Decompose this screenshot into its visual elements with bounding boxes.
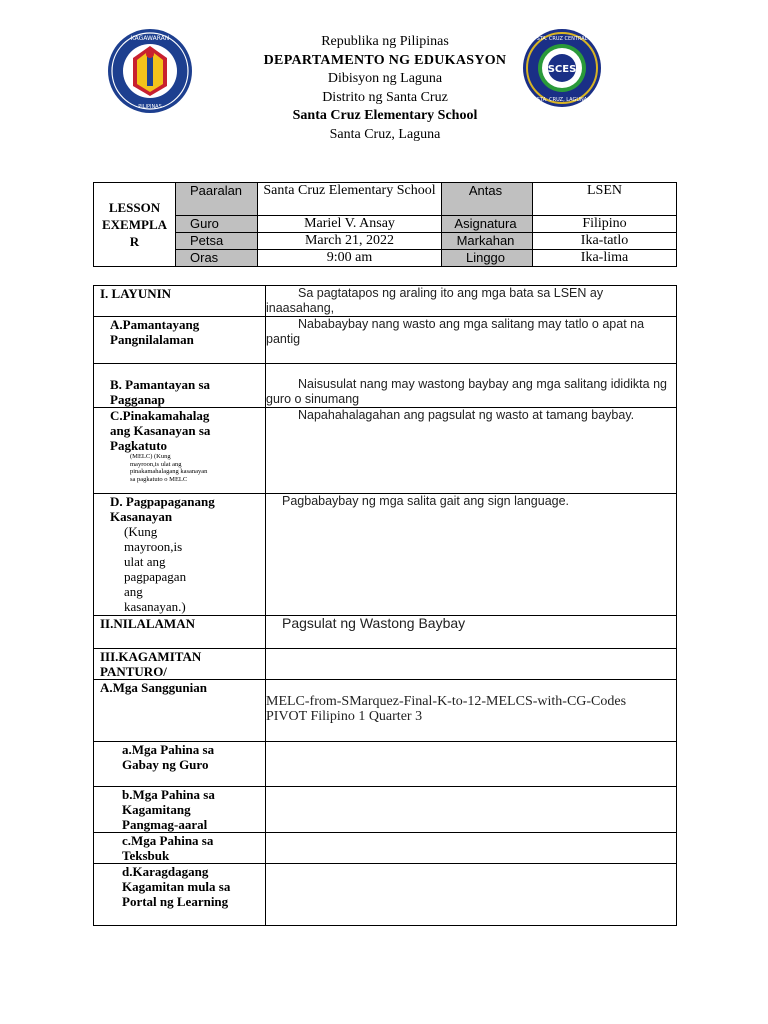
nilalaman-cell	[266, 616, 677, 649]
pagpapaganang-cell-right	[266, 494, 677, 616]
republic-line: Republika ng Pilipinas	[321, 34, 449, 49]
petsa-value: March 21, 2022	[258, 233, 442, 250]
pahina-kagamitang-label: b.Mga Pahina sa Kagamitang Pangmag-aaral	[94, 787, 266, 833]
svg-text:PILIPINAS: PILIPINAS	[138, 104, 162, 110]
nilalaman-label: II.NILALAMAN	[94, 616, 266, 649]
pinakamahalag-text: Napahahalagahan ang pagsulat ng wasto at tamang baybay.	[298, 408, 635, 422]
asignatura-label: Asignatura	[442, 216, 533, 233]
pagganap-cell	[266, 364, 677, 408]
department-line: DEPARTAMENTO NG EDUKASYON	[263, 52, 507, 68]
lesson-plan-table	[93, 285, 677, 926]
kagamitan-cell	[266, 649, 677, 680]
layunin-label: I. LAYUNIN	[94, 286, 266, 317]
karagdagang-cell	[266, 864, 677, 926]
school-line: Santa Cruz Elementary School	[292, 108, 478, 123]
svg-text:SCES: SCES	[547, 64, 577, 75]
letterhead	[200, 33, 570, 144]
pagpapaganang-label: D. Pagpapaganang Kasanayan	[110, 494, 215, 524]
guro-value: Mariel V. Ansay	[258, 216, 442, 233]
pahina-teksbuk-cell	[266, 833, 677, 864]
pahina-kagamitang-cell	[266, 787, 677, 833]
karagdagang-label: d.Karagdagang Kagamitan mula sa Portal ng Learning	[94, 864, 266, 926]
pahina-gabay-label: a.Mga Pahina sa Gabay ng Guro	[94, 742, 266, 787]
pahina-teksbuk-label: c.Mga Pahina sa Teksbuk	[94, 833, 266, 864]
asignatura-value: Filipino	[533, 216, 677, 233]
pahina-gabay-cell	[266, 742, 677, 787]
location-line: Santa Cruz, Laguna	[329, 126, 441, 142]
paaralan-value: Santa Cruz Elementary School	[258, 183, 442, 216]
svg-text:STA. CRUZ CENTRAL: STA. CRUZ CENTRAL	[536, 36, 588, 42]
sanggunian-cell	[266, 680, 677, 742]
pagpapaganang-note: (Kung mayroon,is ulat ang pagpapagan ang kasanayan.)	[124, 524, 187, 614]
antas-value: LSEN	[533, 183, 677, 216]
melc-note-3: pinakamahalagang kasanayan	[130, 468, 208, 475]
layunin-text: Sa pagtatapos ng araling ito ang mga bata sa LSEN ay inaasahang,	[266, 286, 604, 315]
pamantayang-text: Nababaybay nang wasto ang mga salitang may tatlo o apat na pantig	[266, 317, 645, 346]
pagpapaganang-text: Pagbabaybay ng mga salita gait ang sign language.	[282, 494, 570, 508]
antas-label: Antas	[442, 183, 533, 216]
pagpapaganang-cell	[94, 494, 266, 616]
lesson-exemplar-label: LESSON EXEMPLA R	[94, 183, 176, 267]
kagamitan-label: III.KAGAMITAN PANTURO/	[94, 649, 266, 680]
oras-label: Oras	[176, 250, 258, 267]
markahan-label: Markahan	[442, 233, 533, 250]
nilalaman-text: Pagsulat ng Wastong Baybay	[282, 615, 466, 631]
division-line: Dibisyon ng Laguna	[327, 71, 443, 86]
sanggunian-label: A.Mga Sanggunian	[94, 680, 266, 742]
paaralan-label: Paaralan	[176, 183, 258, 216]
sanggunian-line-1: MELC-from-SMarquez-Final-K-to-12-MELCS-with-CG-Codes	[266, 694, 627, 709]
district-line: Distrito ng Santa Cruz	[322, 89, 448, 105]
linggo-value: Ika-lima	[533, 250, 677, 267]
petsa-label: Petsa	[176, 233, 258, 250]
melc-note-1: (MELC) (Kung	[130, 453, 171, 460]
pamantayang-label: A.Pamantayang Pangnilalaman	[94, 317, 266, 364]
oras-value: 9:00 am	[258, 250, 442, 267]
svg-text:STA. CRUZ, LAGUNA: STA. CRUZ, LAGUNA	[536, 97, 588, 103]
melc-note-2: mayroon,is ulat ang	[130, 460, 182, 468]
guro-label: Guro	[176, 216, 258, 233]
pinakamahalag-cell	[94, 408, 266, 494]
lesson-info-table	[93, 182, 677, 267]
melc-note-4: sa pagkatuto o MELC	[130, 475, 188, 483]
sanggunian-line-2: PIVOT Filipino 1 Quarter 3	[266, 709, 423, 724]
pinakamahalag-cell-right	[266, 408, 677, 494]
deped-seal-logo	[107, 28, 193, 114]
markahan-value: Ika-tatlo	[533, 233, 677, 250]
svg-text:KAGAWARAN: KAGAWARAN	[130, 35, 170, 42]
pamantayang-cell	[266, 317, 677, 364]
pagganap-text: Naisusulat nang may wastong baybay ang mga salitang ididikta ng guro o sinumang	[266, 377, 667, 406]
pinakamahalag-label: C.Pinakamahalag ang Kasanayan sa Pagkatuto	[110, 408, 211, 453]
layunin-cell	[266, 286, 677, 317]
pagganap-label: B. Pamantayan sa Pagganap	[94, 364, 266, 408]
linggo-label: Linggo	[442, 250, 533, 267]
